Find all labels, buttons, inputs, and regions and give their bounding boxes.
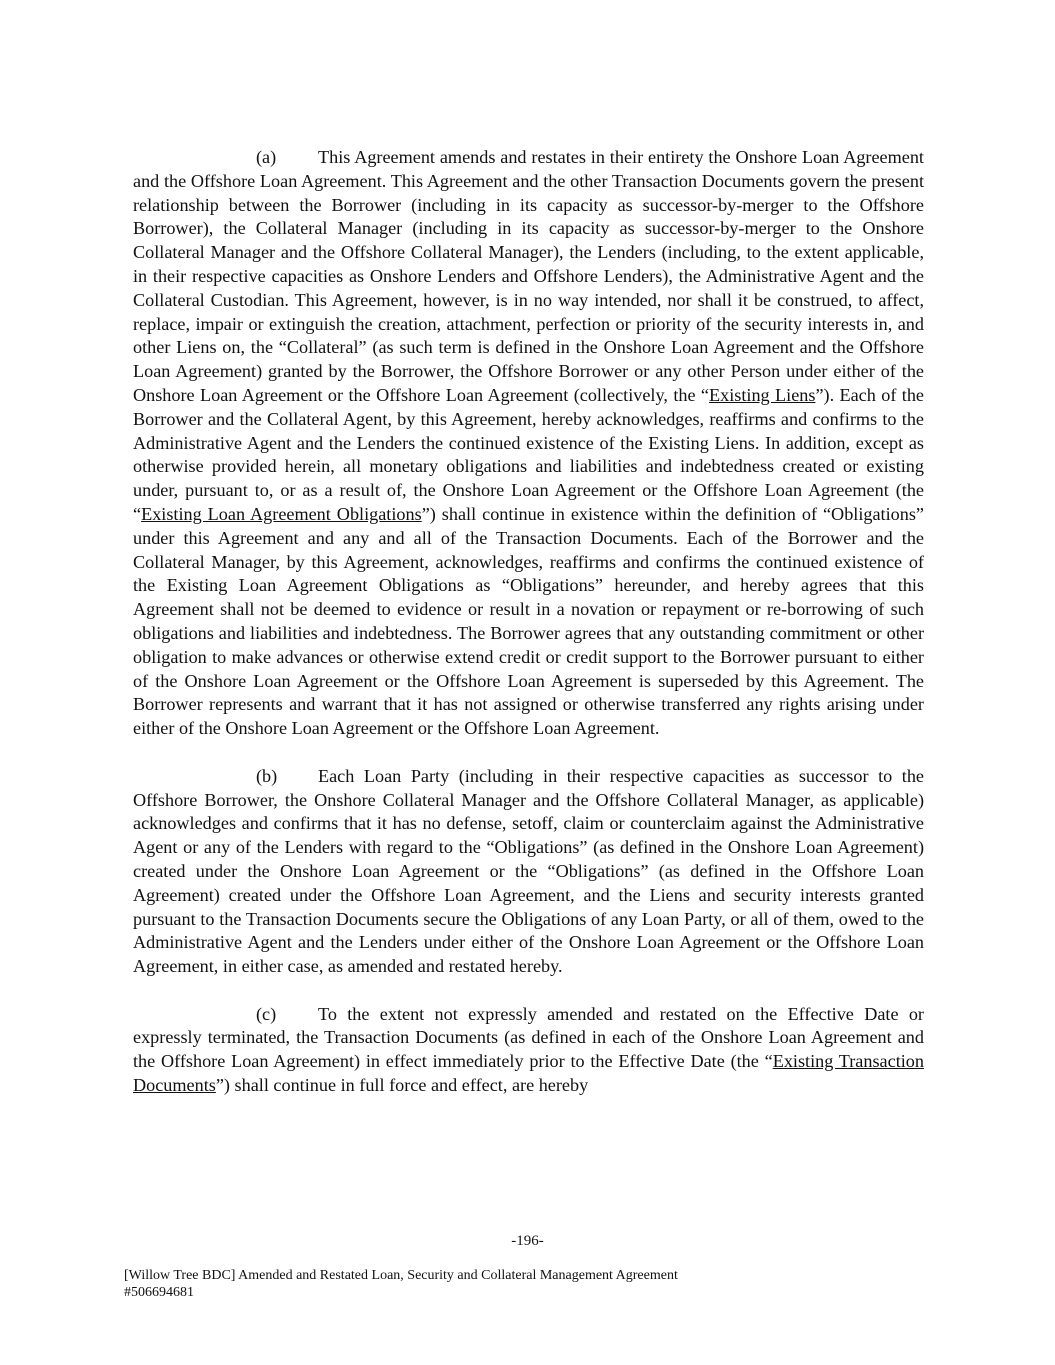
document-body <box>133 146 924 1122</box>
paragraph-text: ”). Each of the Borrower and the Collateral Agent, by this Agreement, hereby acknowledges, reaffirms and confirms to the Administrative Agent and the Lenders the continued existence of the Existing Liens. In addition, except as otherwise provided herein, all monetary obligations and liabilities and indebtedness created or existing under, pursuant to, or as a result of, the Onshore Loan Agreement or the Offshore Loan Agreement (the “ <box>133 384 924 524</box>
paragraph-c <box>133 1003 924 1098</box>
paragraph-text: Each Loan Party (including in their respective capacities as successor to the Offshore Borrower, the Onshore Collateral Manager and the Offshore Collateral Manager, as applicable) acknowledges and confirms that it has no defense, setoff, claim or counterclaim against the Administrative Agent or any of the Lenders with regard to the “Obligations” (as defined in the Onshore Loan Agreement) created under the Onshore Loan Agreement or the “Obligations” (as defined in the Offshore Loan Agreement) created under the Offshore Loan Agreement, and the Liens and security interests granted pursuant to the Transaction Documents secure the Obligations of any Loan Party, or all of them, owed to the Administrative Agent and the Lenders under either of the Onshore Loan Agreement or the Offshore Loan Agreement, in either case, as amended and restated hereby. <box>133 765 924 977</box>
paragraph-text: To the extent not expressly amended and restated on the Effective Date or expressly terminated, the Transaction Documents (as defined in each of the Onshore Loan Agreement and the Offshore Loan Agreement) in effect immediately prior to the Effective Date (the “ <box>133 1003 924 1072</box>
footer-document-id: #506694681 <box>124 1285 194 1300</box>
paragraph-text: This Agreement amends and restates in their entirety the Onshore Loan Agreement and the Offshore Loan Agreement. This Agreement and the other Transaction Documents govern the present relationship between the Borrower (including in its capacity as successor-by-merger to the Offshore Borrower), the Collateral Manager (including in its capacity as successor-by-merger to the Onshore Collateral Manager and the Offshore Collateral Manager), the Lenders (including, to the extent applicable, in their respective capacities as Onshore Lenders and Offshore Lenders), the Administrative Agent and the Collateral Custodian. This Agreement, however, is in no way intended, nor shall it be construed, to affect, replace, impair or extinguish the creation, attachment, perfection or priority of the security interests in, and other Liens on, the “Collateral” (as such term is defined in the Onshore Loan Agreement and the Offshore Loan Agreement) granted by the Borrower, the Offshore Borrower or any other Person under either of the Onshore Loan Agreement or the Offshore Loan Agreement (collectively, the “ <box>133 147 924 405</box>
paragraph-text: ”) shall continue in full force and effect, are hereby <box>215 1075 589 1096</box>
paragraph-label: (a) <box>256 147 277 167</box>
paragraph-b <box>133 765 924 979</box>
page-footer <box>124 1267 678 1301</box>
paragraph-text: ”) shall continue in existence within the definition of “Obligations” under this Agreement and any and all of the Transaction Documents. Each of the Borrower and the Collateral Manager, by this Agreement, acknowledges, reaffirms and confirms the continued existence of the Existing Loan Agreement Obligations as “Obligations” hereunder, and hereby agrees that this Agreement shall not be deemed to evidence or result in a novation or repayment or re-borrowing of such obligations and liabilities and indebtedness. The Borrower agrees that any outstanding commitment or other obligation to make advances or otherwise extend credit or credit support to the Borrower pursuant to either of the Onshore Loan Agreement or the Offshore Loan Agreement is superseded by this Agreement. The Borrower represents and warrant that it has not assigned or otherwise transferred any rights arising under either of the Onshore Loan Agreement or the Offshore Loan Agreement. <box>133 503 924 739</box>
defined-term-existing-transaction-documents: Existing Transaction Documents <box>133 1051 924 1096</box>
paragraph-a <box>133 146 924 741</box>
paragraph-label: (b) <box>256 765 278 786</box>
paragraph-label: (c) <box>256 1003 277 1024</box>
defined-term-existing-liens: Existing Liens <box>709 384 816 405</box>
defined-term-existing-loan-agreement-obligations: Existing Loan Agreement Obligations <box>141 503 422 524</box>
footer-document-title: [Willow Tree BDC] Amended and Restated Loan, Security and Collateral Management Agreement <box>124 1268 678 1283</box>
page-number: -196- <box>511 1233 544 1249</box>
